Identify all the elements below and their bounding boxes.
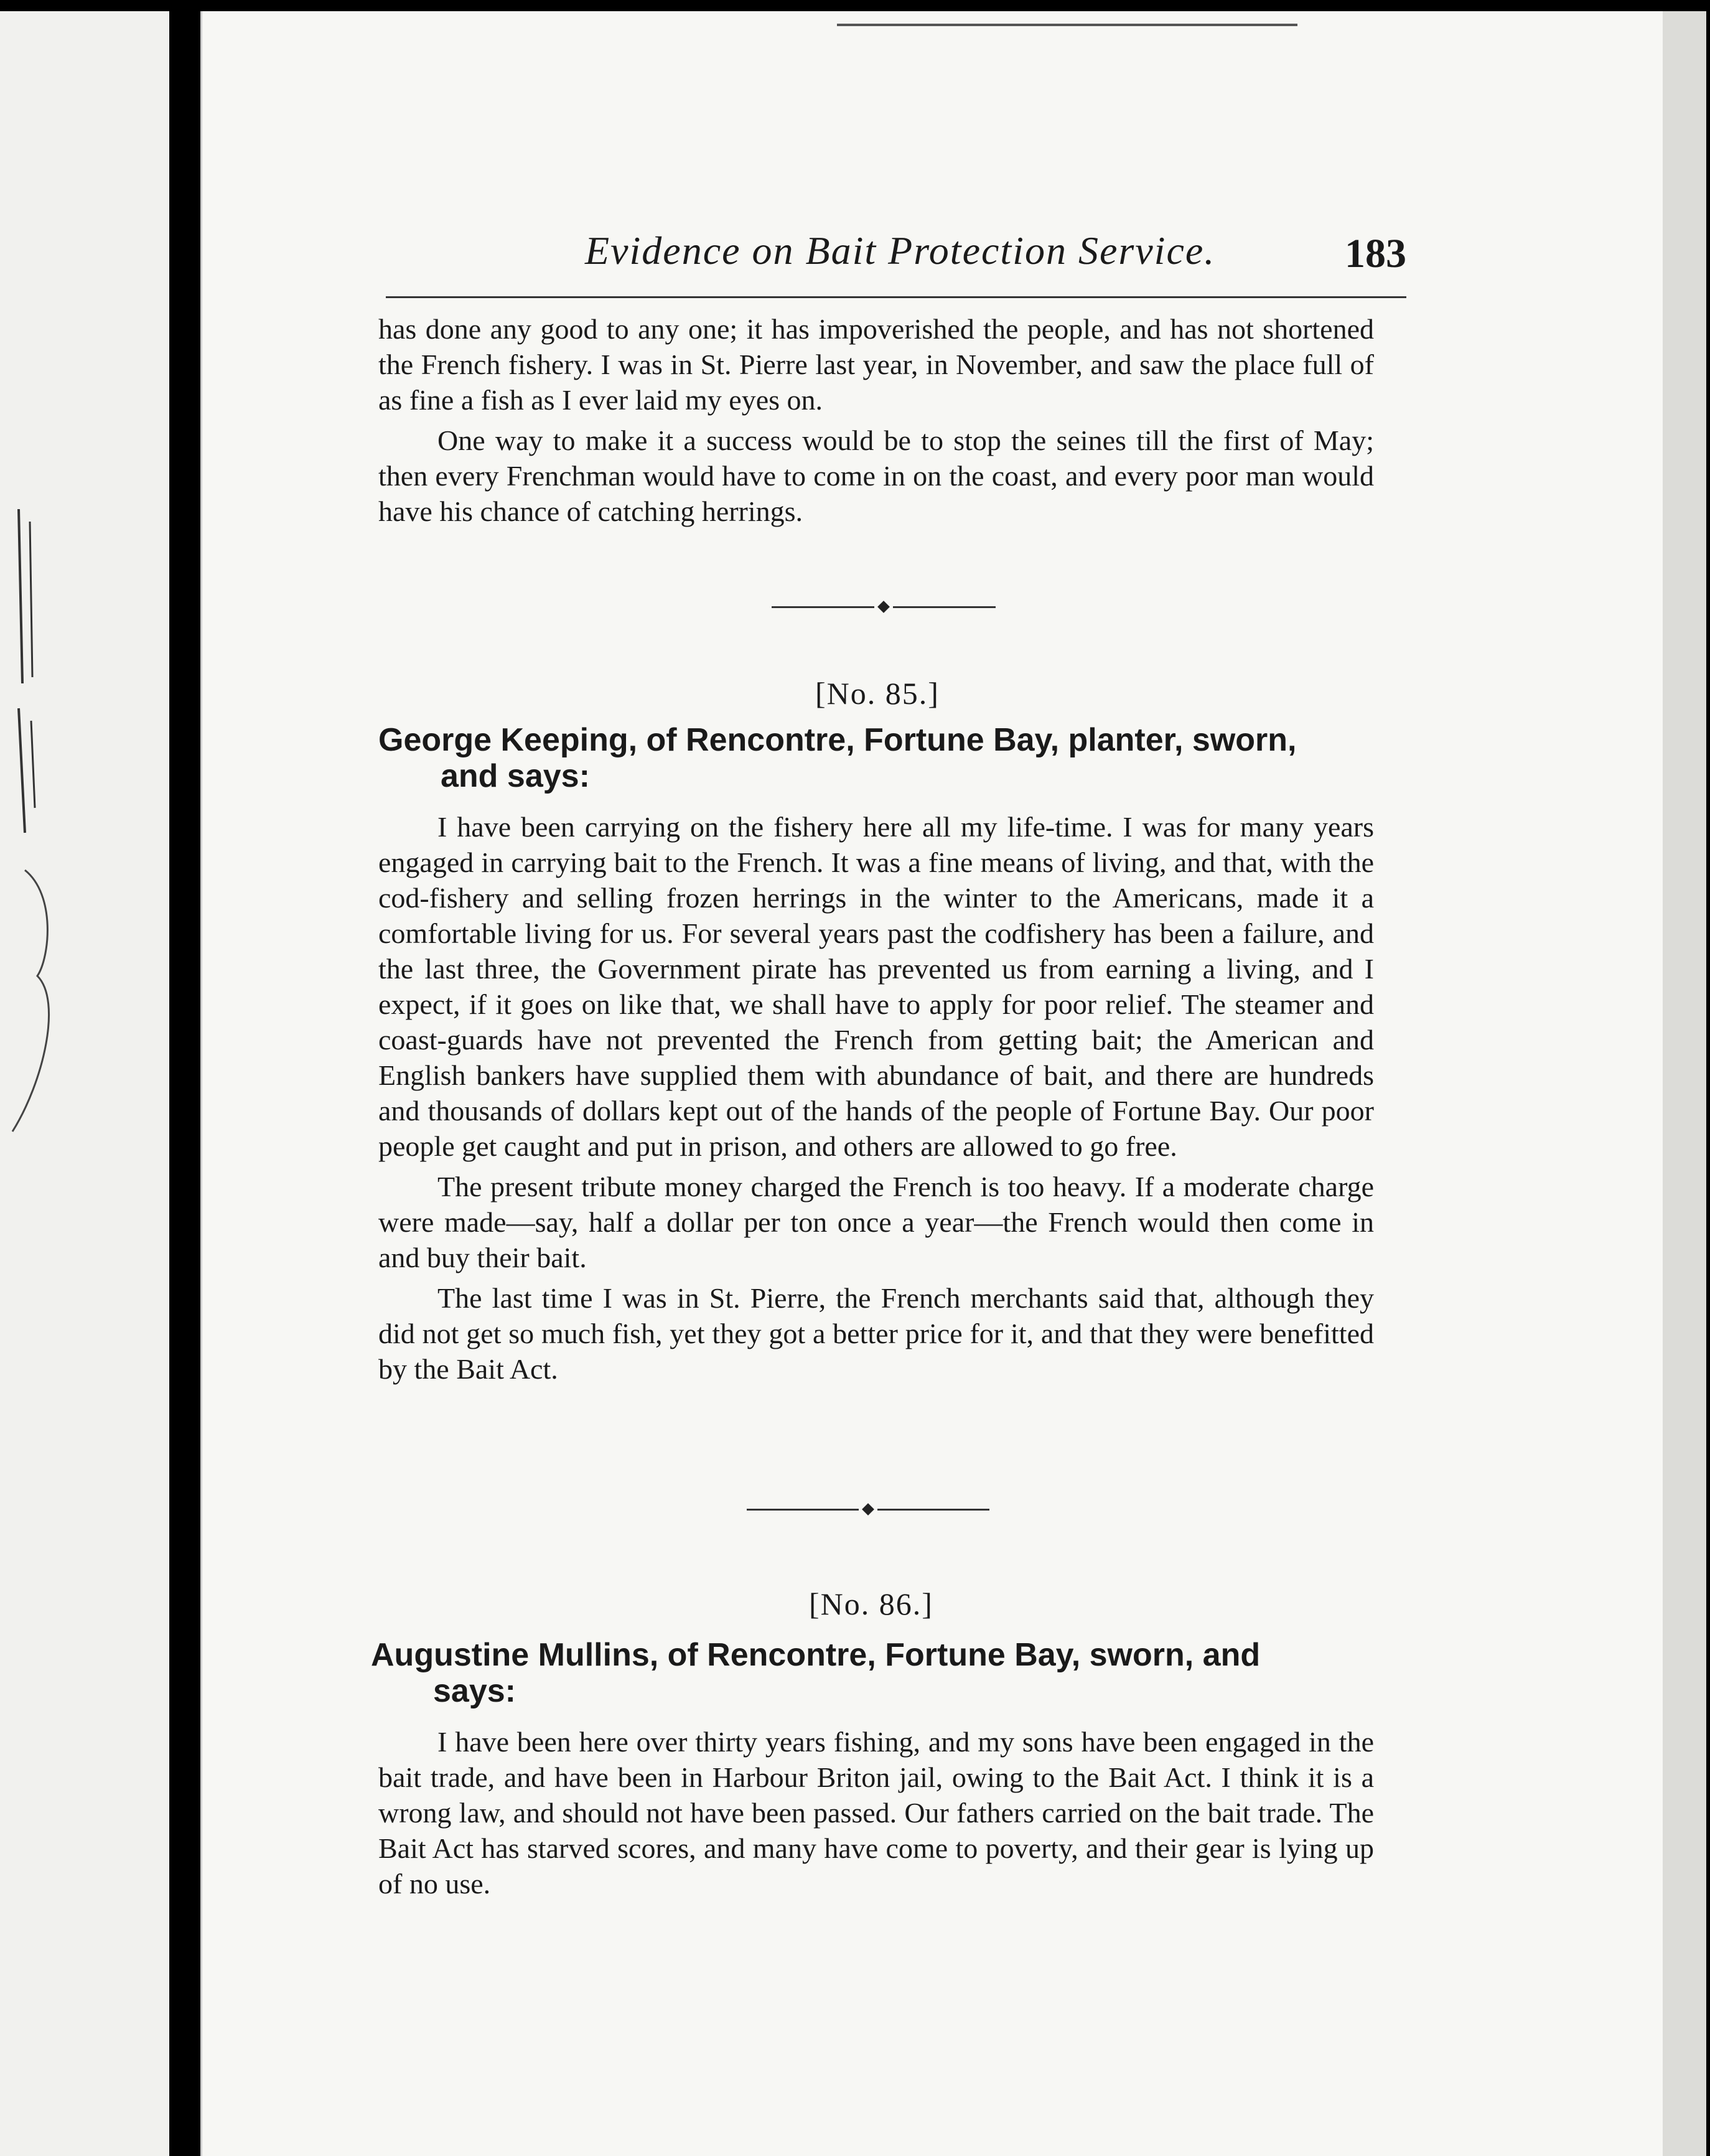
running-head [386,222,1406,298]
paragraph: has done any good to any one; it has impoverished the people, and has not shortened the French fishery. I was in St. Pierre last year, in November, and saw the place full of as fine a fish as I ever laid my eyes on. [378,313,1374,416]
page-edge-shadow [1663,11,1706,2156]
heading-line: George Keeping, of Rencontre, Fortune Bay, planter, sworn, [378,722,1297,758]
handwritten-marks [0,484,75,1169]
paragraph: The last time I was in St. Pierre, the French merchants said that, although they did not get so much fish, yet they got a better price for it, and that they were benefitted by the Bait Act. [378,1282,1374,1385]
heading-line: says: [433,1673,516,1709]
testimony-heading [378,722,1380,794]
testimony-number: [No. 85.] [815,676,940,711]
section-divider [772,601,996,613]
running-title: Evidence on Bait Protection Service. [585,228,1216,273]
paragraph: I have been here over thirty years fishing, and my sons have been engaged in the bait trade, and have been in Harbour Briton jail, owing to the Bait Act. I think it is a wrong law, and should not have been passed. Our fathers carried on the bait trade. The Bait Act has starved scores, and many have come to poverty, and their gear is lying up of no use. [378,1726,1374,1900]
testimony-body [378,1724,1374,1906]
paragraph: The present tribute money charged the French is too heavy. If a moderate charge were made—say, half a dollar per ton once a year—the French would then come in and buy their bait. [378,1171,1374,1273]
facing-page [0,11,169,2156]
heading-line: and says: [441,758,590,794]
section-divider [747,1503,989,1516]
heading-line: Augustine Mullins, of Rencontre, Fortune Bay, sworn, and [371,1637,1261,1673]
testimony-heading [371,1637,1373,1709]
intro-text [378,311,1374,534]
testimony-body [378,809,1374,1392]
paragraph: One way to make it a success would be to stop the seines till the first of May; then every Frenchman would have to come in on the coast, and every poor man would have his chance of catching herrings. [378,424,1374,527]
testimony-number: [No. 86.] [809,1587,933,1621]
page-number: 183 [1345,231,1406,276]
top-rule [837,24,1297,26]
paragraph: I have been carrying on the fishery here all my life-time. I was for many years engaged in carrying bait to the French. It was a fine means of living, and that, with the cod-fishery and selling frozen herrings in the winter to the Americans, made it a comfortable living for us. For several years past the codfishery has been a failure, and the last three, the Government pirate has prevented us from earning a living, and I expect, if it goes on like that, we shall have to apply for poor relief. The steamer and coast-guards have not prevented the French from getting bait; the American and English bankers have supplied them with abundance of bait, and there are hundreds and thousands of dollars kept out of the hands of the people of Fortune Bay. Our poor people get caught and put in prison, and others are allowed to go free. [378,811,1374,1162]
